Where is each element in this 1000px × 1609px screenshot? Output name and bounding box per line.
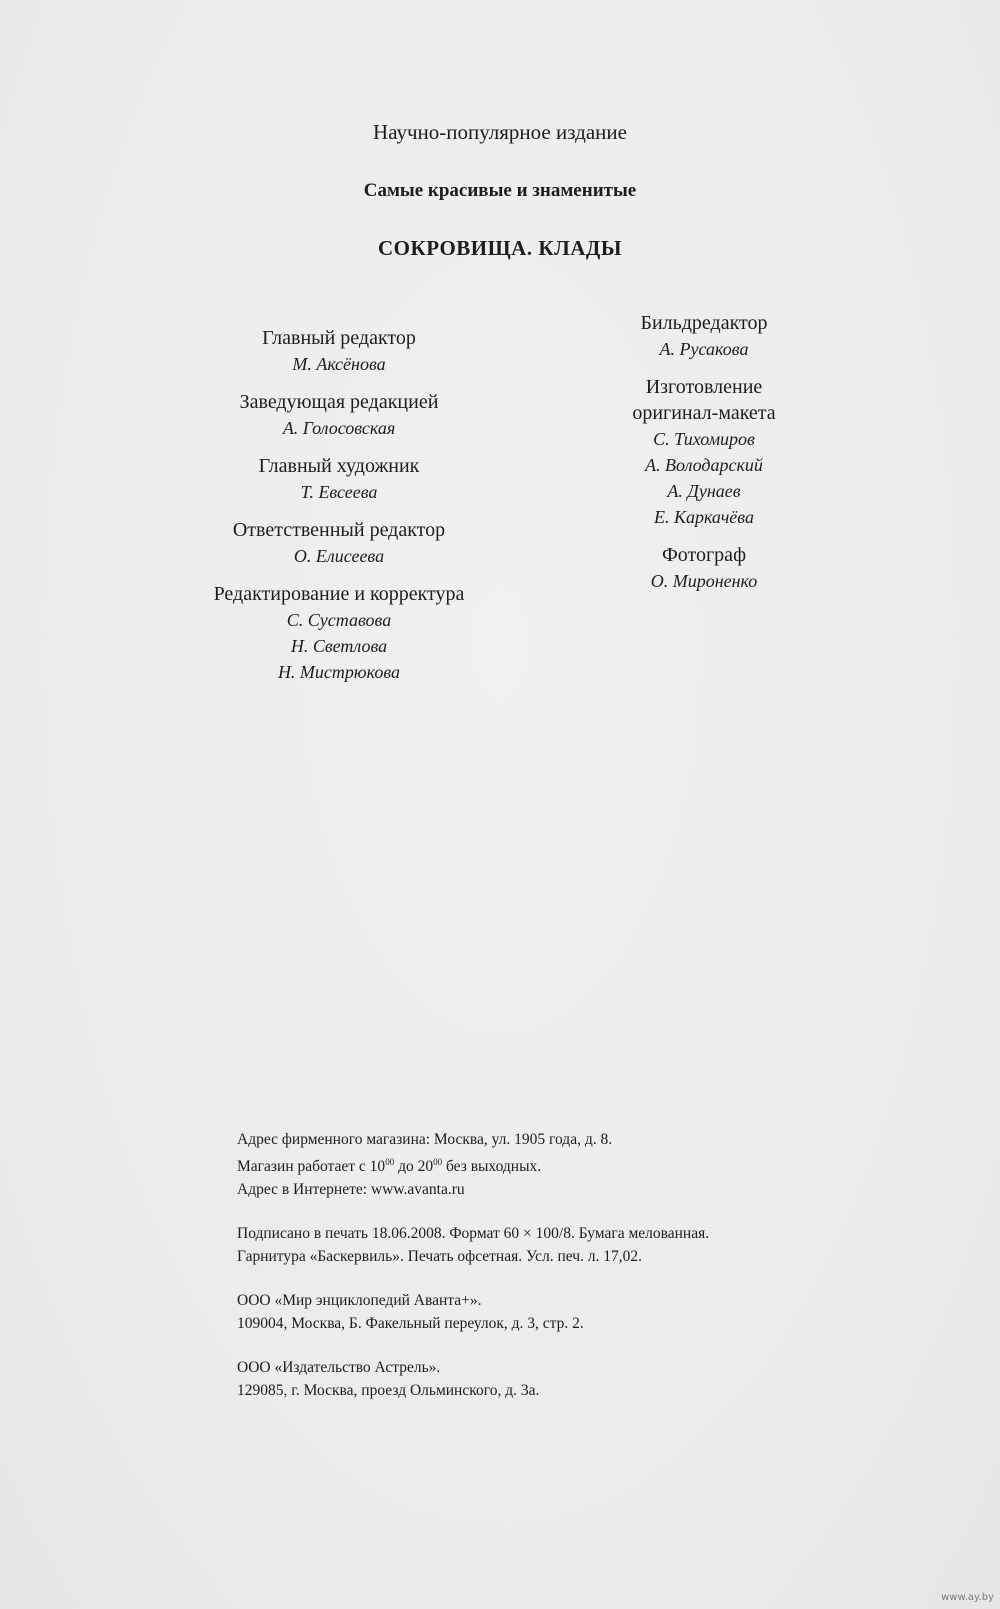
credit-name: А. Русакова (659, 339, 749, 359)
print-details-line: Гарнитура «Баскервиль». Печать офсетная. Усл. печ. л. 17,02. (237, 1248, 643, 1265)
print-details-line: Подписано в печать 18.06.2008. Формат 60 × 100/8. Бумага мелованная. (237, 1225, 710, 1242)
publisher-1 (237, 1289, 709, 1335)
credit-role: Бильдредактор (640, 312, 768, 334)
publisher-name: ООО «Издательство Астрель». (237, 1359, 441, 1376)
credit-name: Н. Светлова (290, 636, 388, 656)
credit-name: О. Елисеева (293, 546, 385, 566)
publisher-name: ООО «Мир энциклопедий Аванта+». (237, 1292, 482, 1309)
credit-name: А. Голосовская (282, 418, 396, 438)
credit-layout-production (524, 374, 884, 530)
web-address: Адрес в Интернете: www.avanta.ru (237, 1181, 465, 1198)
credit-proofreading (159, 581, 519, 685)
credit-name: М. Аксёнова (292, 354, 386, 374)
credit-role: Редактирование и корректура (213, 583, 465, 605)
credit-head-of-editorial (159, 389, 519, 441)
credits-left-column (159, 325, 519, 697)
print-details (237, 1222, 709, 1268)
credit-name: С. Суставова (286, 610, 392, 630)
credits-right-column (524, 310, 884, 606)
store-hours: Магазин работает с $10^{00}$ до $20^{00}$ без выходных. (237, 1157, 542, 1175)
store-address: Адрес фирменного магазина: Москва, ул. 1905 года, д. 8. (237, 1131, 613, 1148)
series-title: Самые красивые и знаменитые (363, 180, 637, 201)
credit-role: Заведующая редакцией (239, 391, 439, 413)
credit-role: Фотограф (661, 544, 747, 566)
credit-name: С. Тихомиров (653, 429, 755, 449)
credit-role: Изготовление оригинал-макета (632, 376, 776, 424)
credit-role: Главный редактор (262, 327, 416, 349)
credit-name: Е. Каркачёва (654, 507, 754, 527)
credit-managing-editor (159, 517, 519, 569)
book-title: СОКРОВИЩА. КЛАДЫ (378, 236, 622, 260)
credit-name: О. Мироненко (650, 571, 758, 591)
store-info (237, 1128, 709, 1201)
publisher-address: 109004, Москва, Б. Факельный переулок, д. 3, стр. 2. (237, 1315, 584, 1332)
credit-chief-editor (159, 325, 519, 377)
credit-photographer (524, 542, 884, 594)
watermark: www.ay.by (941, 1592, 994, 1603)
credit-chief-artist (159, 453, 519, 505)
imprint-block (237, 1128, 709, 1423)
publisher-2 (237, 1356, 709, 1402)
credit-name: А. Дунаев (667, 481, 741, 501)
credit-role: Главный художник (258, 455, 420, 477)
credit-name: А. Володарский (645, 455, 763, 475)
edition-type: Научно-популярное издание (373, 120, 627, 144)
credit-name: Т. Евсеева (300, 482, 378, 502)
publisher-address: 129085, г. Москва, проезд Ольминского, д. 3а. (237, 1382, 540, 1399)
credit-role: Ответственный редактор (232, 519, 446, 541)
credit-picture-editor (524, 310, 884, 362)
credit-name: Н. Мистрюкова (277, 662, 401, 682)
